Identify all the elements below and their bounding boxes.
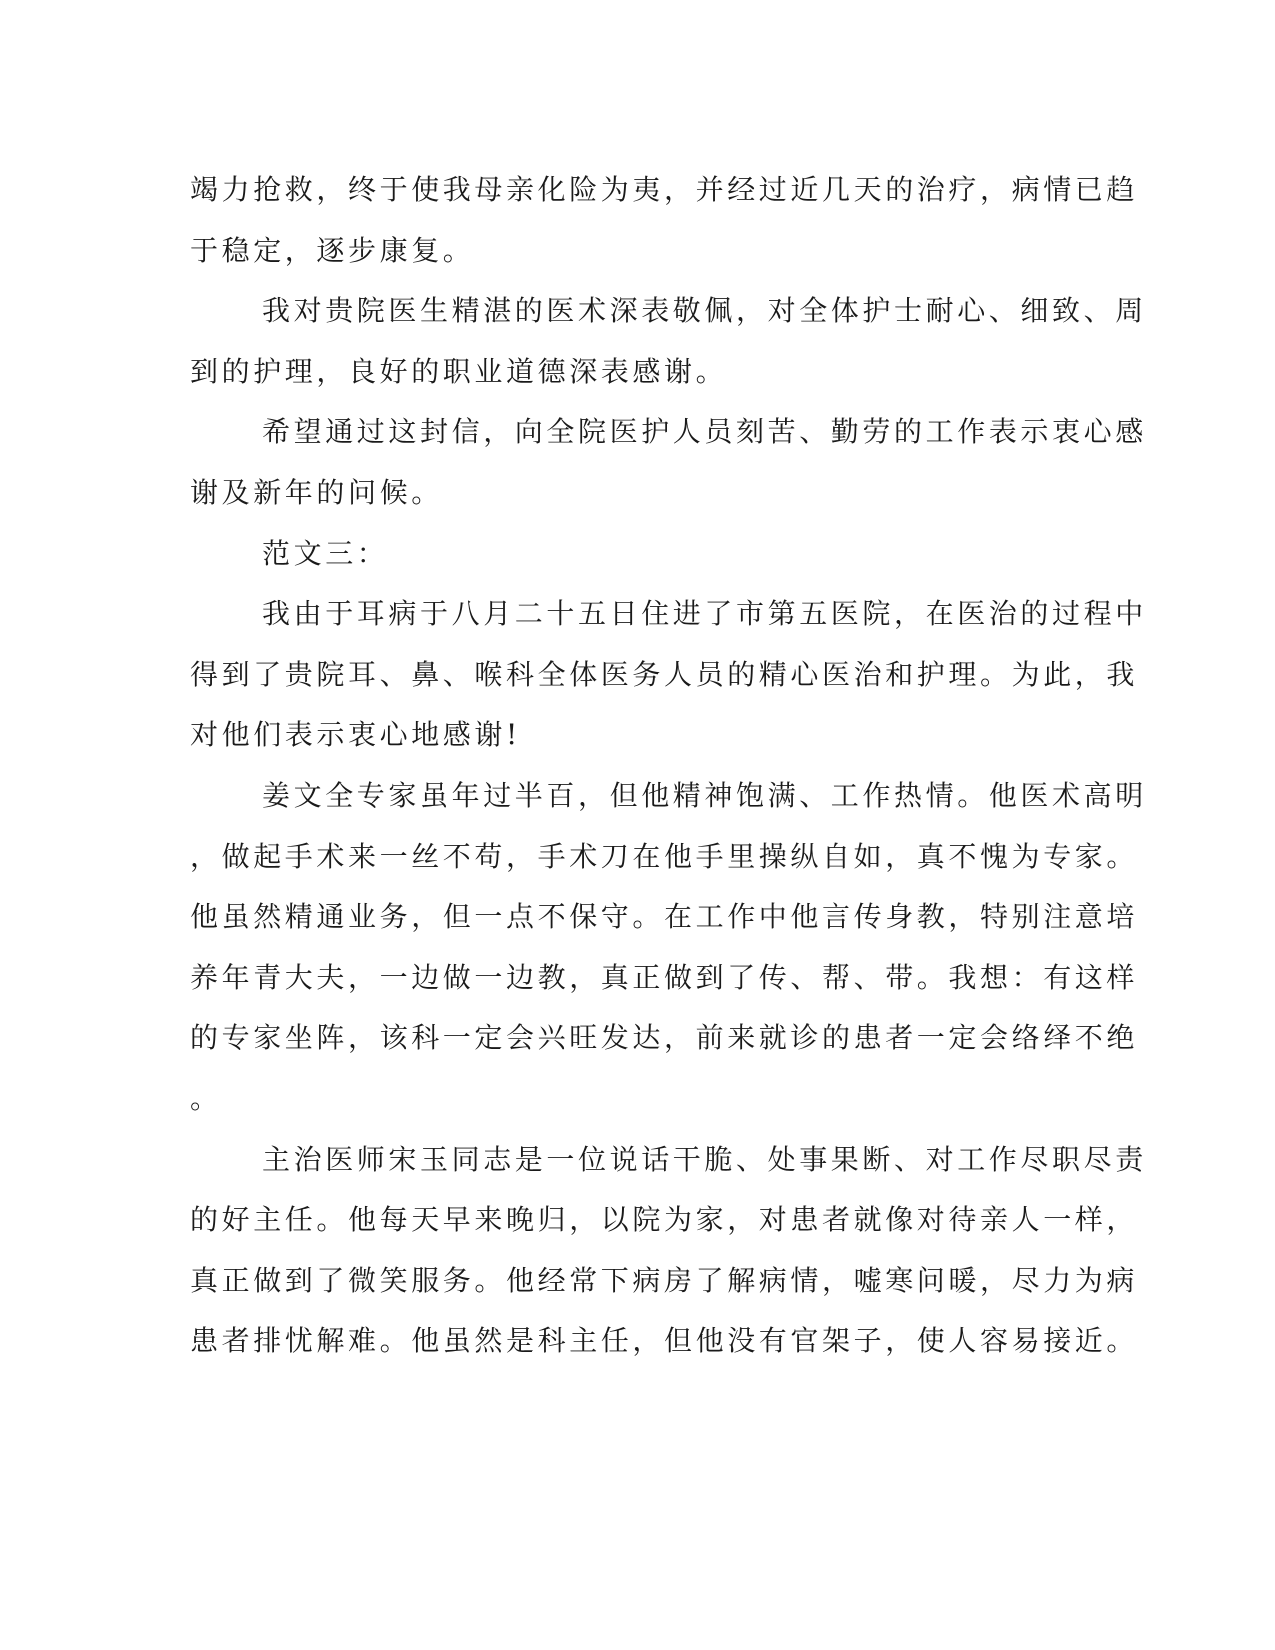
text-line: ，做起手术来一丝不苟，手术刀在他手里操纵自如，真不愧为专家。 [190, 839, 1139, 873]
text-line: 竭力抢救，终于使我母亲化险为夷，并经过近几天的治疗，病情已趋 [190, 173, 1139, 206]
text-line: 他虽然精通业务，但一点不保守。在工作中他言传身教，特别注意培 [190, 900, 1139, 934]
text-line: 对他们表示衷心地感谢! [190, 718, 521, 752]
text-line: 主治医师宋玉同志是一位说话干脆、处事果断、对工作尽职尽责 [262, 1142, 1147, 1176]
text-line: 得到了贵院耳、鼻、喉科全体医务人员的精心医治和护理。为此，我 [190, 657, 1139, 691]
text-line: 我对贵院医生精湛的医术深表敬佩，对全体护士耐心、细致、周 [262, 294, 1147, 328]
text-line: 患者排忧解难。他虽然是科主任，但他没有官架子，使人容易接近。 [190, 1324, 1139, 1358]
text-line: 的专家坐阵，该科一定会兴旺发达，前来就诊的患者一定会络绎不绝 [190, 1021, 1139, 1055]
text-line: 到的护理，良好的职业道德深表感谢。 [190, 354, 728, 388]
section-heading: 范文三： [262, 536, 389, 570]
text-line: 的好主任。他每天早来晚归，以院为家，对患者就像对待亲人一样， [190, 1203, 1139, 1237]
text-line: 我由于耳病于八月二十五日住进了市第五医院，在医治的过程中 [262, 597, 1147, 631]
text-line: 于稳定，逐步康复。 [190, 233, 475, 267]
text-line: 谢及新年的问候。 [190, 475, 443, 509]
document-body [190, 160, 1147, 1372]
text-line: 。 [190, 1081, 222, 1115]
text-line: 希望通过这封信，向全院医护人员刻苦、勤劳的工作表示衷心感 [262, 415, 1147, 449]
text-line: 真正做到了微笑服务。他经常下病房了解病情，嘘寒问暖，尽力为病 [190, 1263, 1139, 1297]
text-line: 养年青大夫，一边做一边教，真正做到了传、帮、带。我想：有这样 [190, 960, 1139, 994]
text-line: 姜文全专家虽年过半百，但他精神饱满、工作热情。他医术高明 [262, 778, 1147, 812]
